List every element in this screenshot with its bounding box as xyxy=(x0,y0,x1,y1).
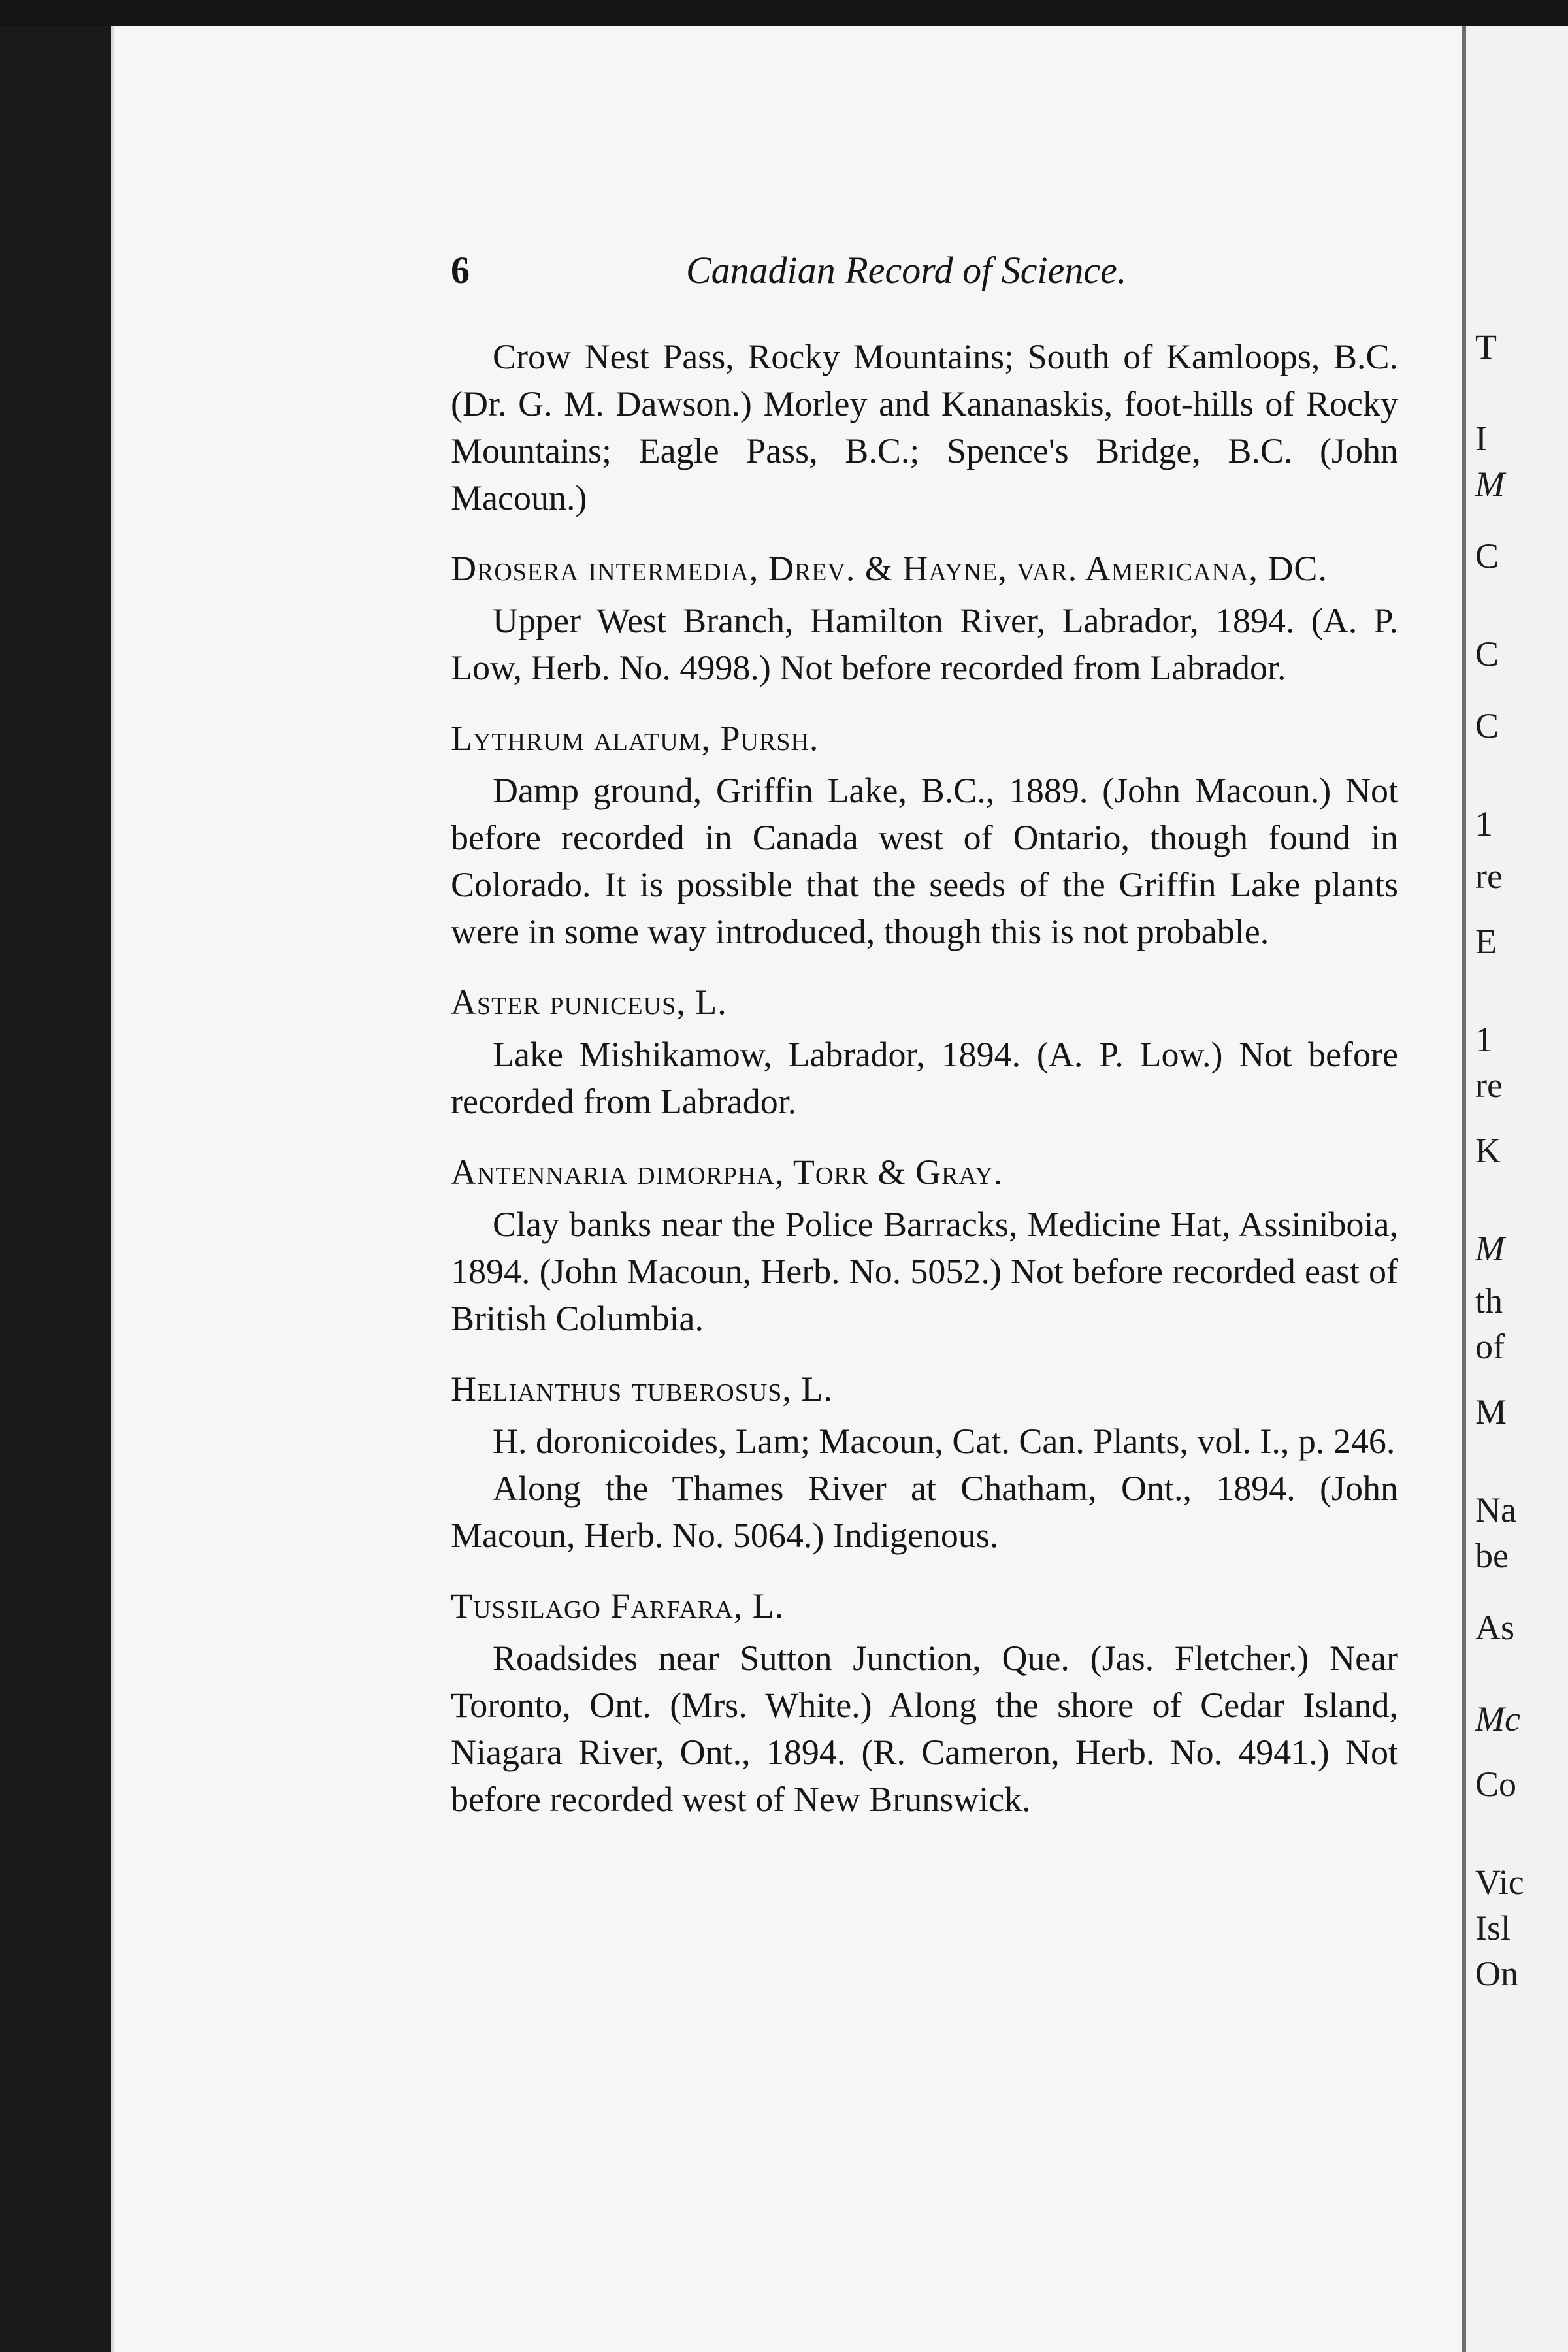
entry-paragraph: Along the Thames River at Chatham, Ont., 1894. (John Macoun, Herb. No. 5064.) Indigenous. xyxy=(451,1469,1398,1555)
facing-fragment: Na xyxy=(1475,1490,1516,1529)
scan-border xyxy=(0,0,1568,26)
entry xyxy=(451,333,1398,521)
entry xyxy=(451,715,1398,955)
facing-fragment: re xyxy=(1475,857,1503,896)
species-heading: Lythrum alatum, Pursh. xyxy=(451,719,819,758)
facing-fragment: Mc xyxy=(1475,1699,1520,1739)
facing-fragment: C xyxy=(1475,634,1499,674)
entry xyxy=(451,1149,1398,1342)
entry-paragraph: Crow Nest Pass, Rocky Mountains; South of Kamloops, B.C. (Dr. G. M. Dawson.) Morley and Kananaskis, foot-hills of Rocky Mountains; Eagle Pass, B.C.; Spence's Bridge, B.C. (John Macoun.) xyxy=(451,337,1398,517)
facing-fragment: I xyxy=(1475,419,1487,458)
entry-paragraph: Damp ground, Griffin Lake, B.C., 1889. (John Macoun.) Not before recorded in Canada west of Ontario, though found in Colorado. It is possible that the seeds of the Griffin Lake plants were in some way introduced, though this is not probable. xyxy=(451,771,1398,951)
journal-title: Canadian Record of Science. xyxy=(686,249,1127,291)
entry-paragraph: Lake Mishikamow, Labrador, 1894. (A. P. Low.) Not before recorded from Labrador. xyxy=(451,1035,1398,1121)
facing-fragment: M xyxy=(1475,465,1505,504)
facing-fragment: On xyxy=(1475,1954,1518,1993)
facing-fragment: T xyxy=(1475,327,1497,367)
facing-fragment: C xyxy=(1475,706,1499,745)
entry xyxy=(451,1582,1398,1823)
facing-fragment: be xyxy=(1475,1536,1509,1575)
facing-fragment: As xyxy=(1475,1608,1515,1647)
entry-paragraph: Clay banks near the Police Barracks, Medicine Hat, Assiniboia, 1894. (John Macoun, Herb. No. 5052.) Not before recorded east of British Columbia. xyxy=(451,1205,1398,1338)
facing-fragment: Co xyxy=(1475,1765,1517,1804)
entry-paragraph: H. doronicoides, Lam; Macoun, Cat. Can. Plants, vol. I., p. 246. xyxy=(493,1422,1396,1461)
facing-fragment: 1 xyxy=(1475,1020,1493,1059)
page-content xyxy=(451,248,1398,1823)
facing-fragment: K xyxy=(1475,1131,1501,1170)
species-heading: Antennaria dimorpha, Torr & Gray. xyxy=(451,1152,1004,1192)
species-heading: Aster puniceus, L. xyxy=(451,983,727,1022)
facing-fragment: Isl xyxy=(1475,1908,1511,1948)
facing-fragment: M xyxy=(1475,1229,1505,1268)
species-heading: Tussilago Farfara, L. xyxy=(451,1586,785,1625)
species-heading: Helianthus tuberosus, L. xyxy=(451,1369,833,1409)
running-head xyxy=(451,248,1398,307)
facing-fragment: C xyxy=(1475,536,1499,576)
entry xyxy=(451,545,1398,691)
facing-fragment: M xyxy=(1475,1392,1507,1431)
facing-page-edge xyxy=(1466,26,1568,2352)
facing-fragment: of xyxy=(1475,1327,1505,1366)
facing-fragment: E xyxy=(1475,922,1497,961)
entry-paragraph: Upper West Branch, Hamilton River, Labrador, 1894. (A. P. Low, Herb. No. 4998.) Not before recorded from Labrador. xyxy=(451,601,1398,687)
facing-fragment: th xyxy=(1475,1281,1503,1320)
species-heading: Drosera intermedia, Drev. & Hayne, var. Americana, DC. xyxy=(451,549,1328,588)
entry xyxy=(451,1365,1398,1559)
facing-fragment: re xyxy=(1475,1066,1503,1105)
facing-fragment: 1 xyxy=(1475,804,1493,843)
entry-paragraph: Roadsides near Sutton Junction, Que. (Jas. Fletcher.) Near Toronto, Ont. (Mrs. White.) Along the shore of Cedar Island, Niagara River, Ont., 1894. (R. Cameron, Herb. No. 4941.) Not before recorded west of New Brunswick. xyxy=(451,1639,1398,1819)
page-number: 6 xyxy=(451,249,470,291)
entry xyxy=(451,979,1398,1125)
facing-fragment: Vic xyxy=(1475,1863,1524,1902)
